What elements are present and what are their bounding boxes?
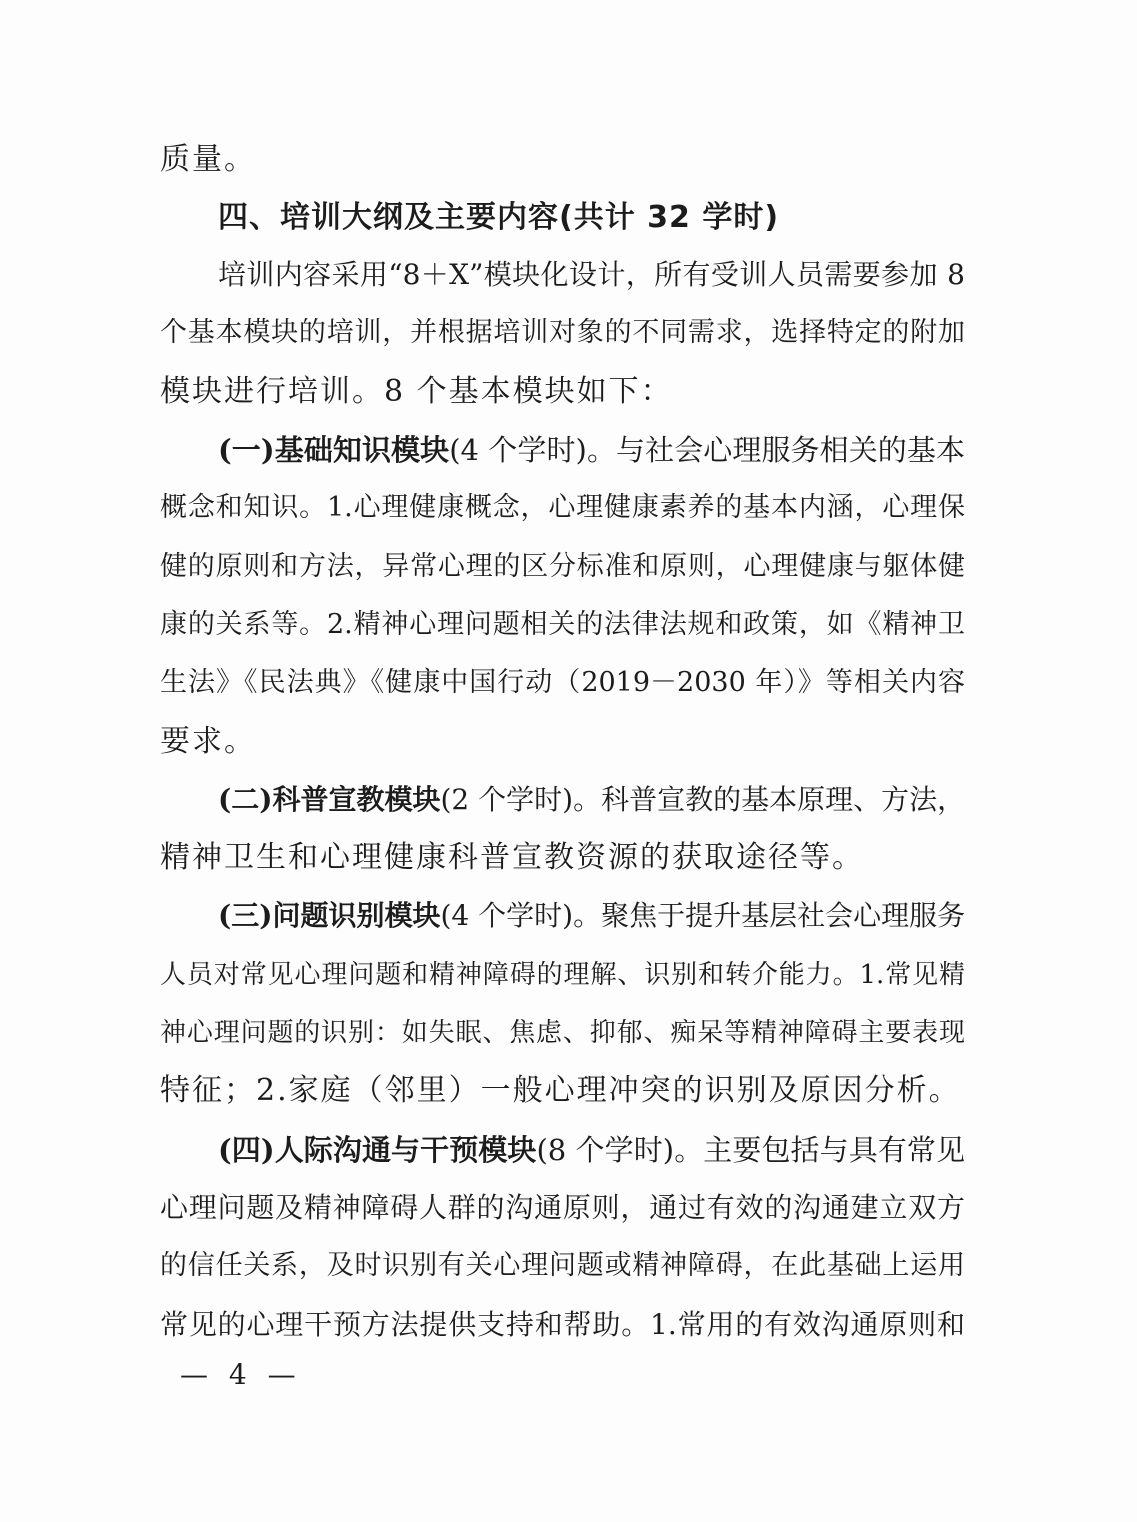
module1-line-6: 要求。: [160, 724, 256, 759]
module4-line-4: 常见的心理干预方法提供支持和帮助。1.常用的有效沟通原则和: [160, 1308, 965, 1341]
module2-line-2: 精神卫生和心理健康科普宣教资源的获取途径等。: [160, 840, 864, 875]
module1-line-2: 概念和知识。1.心理健康概念，心理健康素养的基本内涵，心理保: [160, 492, 965, 523]
module3-line-1: [218, 896, 965, 936]
module4-line-3: 的信任关系，及时识别有关心理问题或精神障碍，在此基础上运用: [160, 1250, 965, 1281]
module2-title-rest: (2 个学时)。科普宣教的基本原理、方法，: [440, 783, 966, 816]
module3-line-3: 神心理问题的识别：如失眠、焦虑、抑郁、痴呆等精神障碍主要表现: [160, 1018, 965, 1048]
module4-title: (四)人际沟通与干预模块: [218, 1133, 537, 1167]
intro-line-3: 模块进行培训。8 个基本模块如下：: [160, 374, 673, 409]
module1-line-3: 健的原则和方法，异常心理的区分标准和原则，心理健康与躯体健: [160, 551, 965, 582]
module1-title-rest: (4 个学时)。与社会心理服务相关的基本: [449, 433, 965, 467]
module2-title: (二)科普宣教模块: [218, 783, 441, 816]
module3-line-2: 人员对常见心理问题和精神障碍的理解、识别和转介能力。1.常见精: [160, 960, 965, 990]
intro-line-2: 个基本模块的培训，并根据培训对象的不同需求，选择特定的附加: [160, 317, 965, 348]
module4-title-rest: (8 个学时)。主要包括与具有常见: [536, 1133, 965, 1167]
module1-line-5: 生法》《民法典》《健康中国行动（2019－2030 年）》等相关内容: [160, 667, 965, 698]
module3-line-4: 特征；2.家庭（邻里）一般心理冲突的识别及原因分析。: [160, 1073, 961, 1108]
paragraph-continuation: 质量。: [160, 142, 256, 177]
module1-line-4: 康的关系等。2.精神心理问题相关的法律法规和政策，如《精神卫: [160, 609, 965, 640]
module3-title: (三)问题识别模块: [218, 899, 441, 932]
intro-line-1: 培训内容采用“8＋X”模块化设计，所有受训人员需要参加 8: [218, 258, 965, 291]
section-heading: 四、培训大纲及主要内容(共计 32 学时): [218, 200, 780, 235]
module4-line-1: [218, 1130, 965, 1170]
module1-line-1: [218, 430, 965, 470]
module3-title-rest: (4 个学时)。聚焦于提升基层社会心理服务: [440, 899, 966, 932]
module4-line-2: 心理问题及精神障碍人群的沟通原则，通过有效的沟通建立双方: [160, 1191, 965, 1224]
page-number: — 4 —: [180, 1358, 302, 1391]
module2-line-1: [218, 780, 965, 820]
module1-title: (一)基础知识模块: [218, 433, 450, 467]
